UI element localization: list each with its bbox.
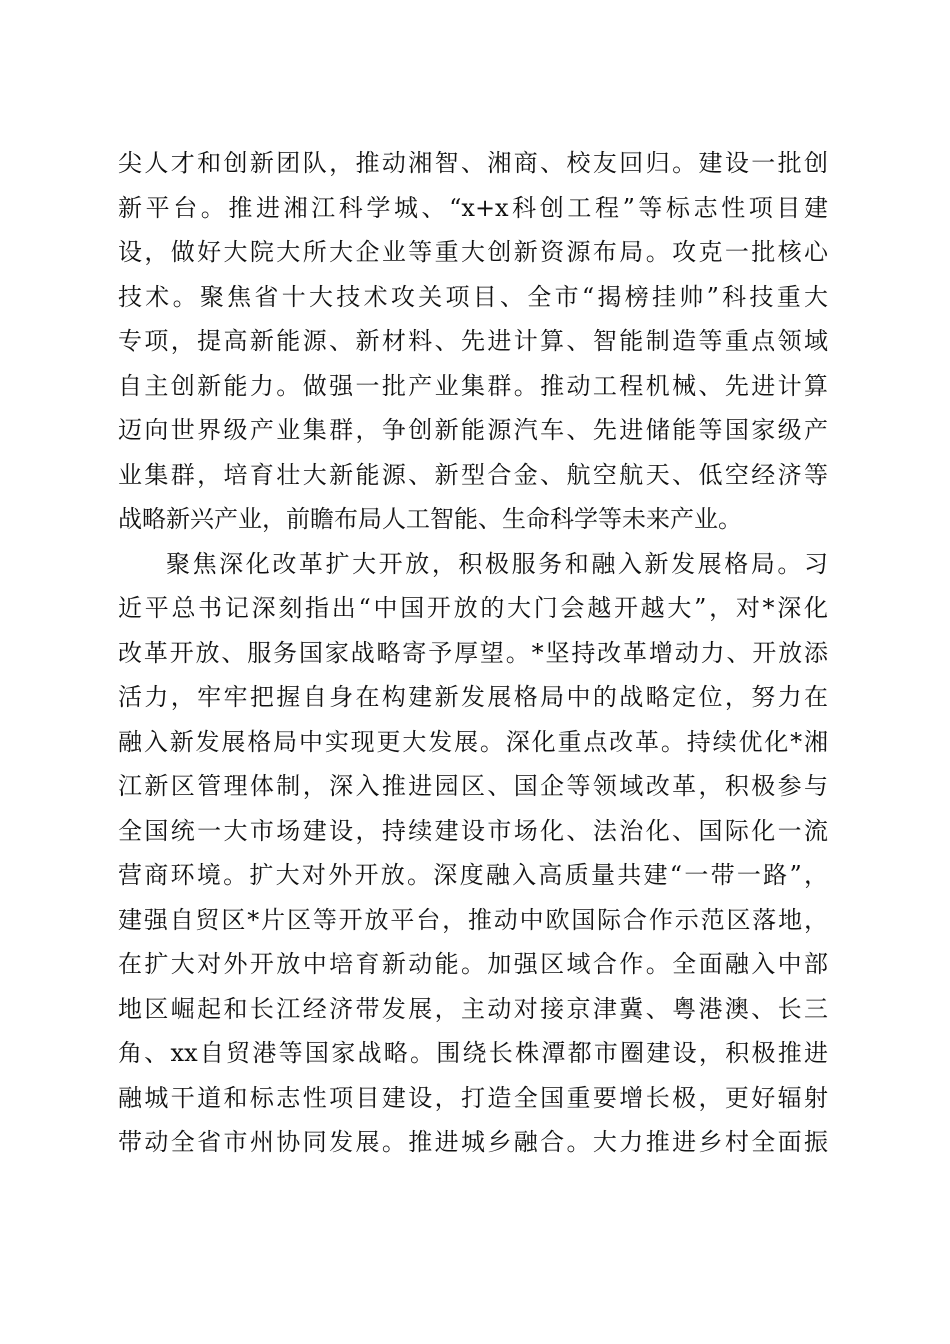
text-line: 建强自贸区*片区等开放平台，推动中欧国际合作示范区落地，: [118, 906, 828, 934]
text-line: 战略新兴产业，前瞻布局人工智能、生命科学等未来产业。: [118, 505, 742, 533]
text-line: 融城干道和标志性项目建设，打造全国重要增长极，更好辐射: [118, 1084, 828, 1112]
text-line: 自主创新能力。做强一批产业集群。推动工程机械、先进计算: [118, 372, 828, 400]
text-line: 角、xx自贸港等国家战略。围绕长株潭都市圈建设，积极推进: [118, 1039, 828, 1067]
text-line: 新平台。推进湘江科学城、“x+x科创工程”等标志性项目建: [118, 194, 828, 222]
text-line: 融入新发展格局中实现更大发展。深化重点改革。持续优化*湘: [118, 728, 828, 756]
text-line: 营商环境。扩大对外开放。深度融入高质量共建“一带一路”，: [118, 861, 828, 889]
text-line: 业集群，培育壮大新能源、新型合金、航空航天、低空经济等: [118, 461, 828, 489]
text-line: 设，做好大院大所大企业等重大创新资源布局。攻克一批核心: [118, 238, 828, 266]
text-line: 活力，牢牢把握自身在构建新发展格局中的战略定位，努力在: [118, 683, 828, 711]
text-line: 在扩大对外开放中培育新动能。加强区域合作。全面融入中部: [118, 950, 828, 978]
text-line: 尖人才和创新团队，推动湘智、湘商、校友回归。建设一批创: [118, 149, 828, 177]
text-line: 全国统一大市场建设，持续建设市场化、法治化、国际化一流: [118, 817, 828, 845]
text-line: 近平总书记深刻指出“中国开放的大门会越开越大”，对*深化: [118, 594, 828, 622]
text-line: 迈向世界级产业集群，争创新能源汽车、先进储能等国家级产: [118, 416, 828, 444]
paragraph-first-line: 聚焦深化改革扩大开放，积极服务和融入新发展格局。习: [166, 550, 828, 578]
text-line: 专项，提高新能源、新材料、先进计算、智能制造等重点领域: [118, 327, 828, 355]
text-line: 带动全省市州协同发展。推进城乡融合。大力推进乡村全面振: [118, 1128, 828, 1156]
text-line: 地区崛起和长江经济带发展，主动对接京津冀、粤港澳、长三: [118, 995, 828, 1023]
text-line: 技术。聚焦省十大技术攻关项目、全市“揭榜挂帅”科技重大: [118, 283, 828, 311]
text-line: 江新区管理体制，深入推进园区、国企等领域改革，积极参与: [118, 772, 828, 800]
text-line: 改革开放、服务国家战略寄予厚望。*坚持改革增动力、开放添: [118, 639, 828, 667]
